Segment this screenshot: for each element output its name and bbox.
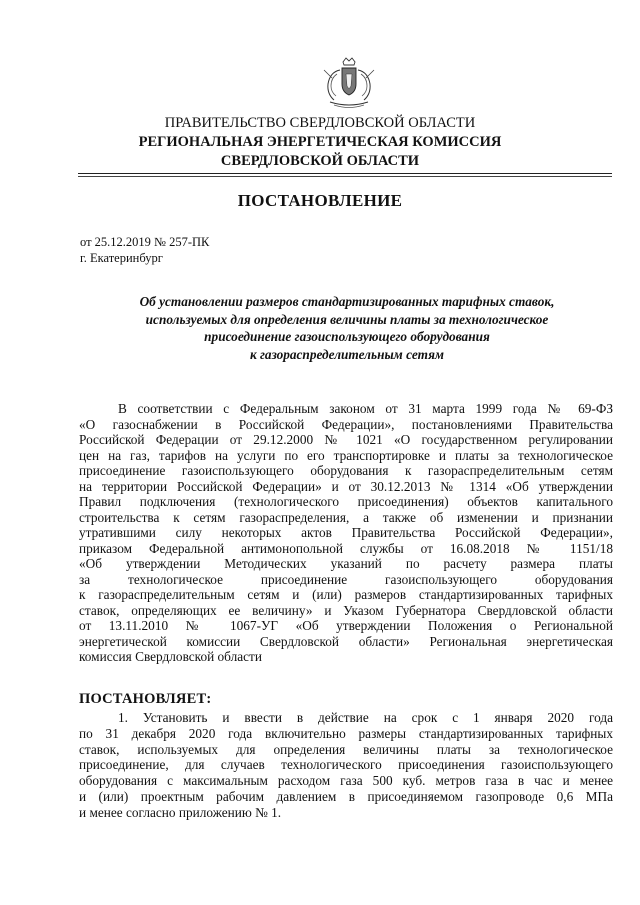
- item-line: и менее согласно приложению № 1.: [79, 804, 282, 820]
- header-divider-thin: [78, 176, 612, 177]
- header-divider-thick: [78, 173, 612, 174]
- preamble-line: В соответствии с Федеральным законом от 31 марта 1999 года № 69-ФЗ: [118, 401, 613, 416]
- item-line: оборудования с максимальным расходом газа 500 куб. метров газа в час и менее: [79, 773, 613, 789]
- item-line: ставок, используемых для определения величины платы за технологическое: [79, 741, 613, 757]
- item-line: и (или) проектным рабочим давлением в присоединяемом газопроводе 0,6 МПа: [79, 788, 613, 804]
- preamble-line: присоединение газоиспользующего оборудования к газораспределительным сетям: [79, 463, 613, 478]
- preamble-line: комиссия Свердловской области: [79, 649, 262, 664]
- header-region: СВЕРДЛОВСКОЙ ОБЛАСТИ: [220, 153, 420, 169]
- preamble-line: цен на газ, тарифов на услуги по его транспортировке и платы за технологическое: [79, 447, 613, 463]
- subject-line: к газораспределительным сетям: [249, 346, 445, 362]
- document-date-number: от 25.12.2019 № 257-ПК: [80, 235, 210, 249]
- item-line: 1. Установить и ввести в действие на срок с 1 января 2020 года: [118, 710, 613, 725]
- preamble-line: энергетической комиссии Свердловской области» Региональная энергетическая: [79, 633, 613, 649]
- item-line: по 31 декабря 2020 года включительно размеры стандартизированных тарифных: [79, 725, 613, 741]
- preamble-line: приказом Федеральной антимонопольной службы от 16.08.2018 № 1151/18: [79, 540, 613, 556]
- document-city: г. Екатеринбург: [80, 251, 163, 265]
- preamble-line: строительства к сетям газораспределения, а также об изменении и признании: [79, 509, 613, 525]
- preamble-line: Правил подключения (технологического присоединения) объектов капитального: [79, 494, 613, 509]
- preamble-paragraph: [79, 401, 613, 665]
- header-government: ПРАВИТЕЛЬСТВО СВЕРДЛОВСКОЙ ОБЛАСТИ: [164, 115, 476, 131]
- subject-line: присоединение газоиспользующего оборудования: [204, 329, 490, 344]
- preamble-line: «О газоснабжении в Российской Федерации», постановлениями Правительства: [79, 416, 613, 432]
- preamble-line: за технологическое присоединение газоиспользующего оборудования: [79, 571, 613, 587]
- preamble-line: «Об утверждении Методических указаний по расчету размера платы: [79, 556, 613, 571]
- subject-line: используемых для определения величины платы за технологическое: [145, 311, 549, 327]
- document-type-title: ПОСТАНОВЛЕНИЕ: [237, 191, 403, 210]
- decree-item-1: [79, 710, 613, 821]
- decree-word: ПОСТАНОВЛЯЕТ:: [79, 691, 212, 707]
- preamble-line: на территории Российской Федерации» и от 30.12.2013 № 1314 «Об утверждении: [79, 478, 613, 494]
- preamble-line: утратившими силу некоторых актов Правительства Российской Федерации»,: [79, 525, 613, 540]
- item-line: присоединение, для случаев технологического присоединения газоиспользующего: [79, 757, 613, 773]
- preamble-line: от 13.11.2010 № 1067-УГ «Об утверждении Положения о Региональной: [79, 618, 613, 633]
- preamble-line: к газораспределительным сетям и (или) размеров стандартизированных тарифных: [79, 587, 613, 602]
- preamble-line: ставок, определяющих ее величину» и Указом Губернатора Свердловской области: [79, 602, 613, 618]
- header-commission: РЕГИОНАЛЬНАЯ ЭНЕРГЕТИЧЕСКАЯ КОМИССИЯ: [138, 134, 502, 150]
- subject-line: Об установлении размеров стандартизированных тарифных ставок,: [139, 294, 555, 309]
- document-subject: [90, 293, 604, 363]
- coat-of-arms-icon: [318, 56, 380, 110]
- preamble-line: Российской Федерации от 29.12.2000 № 1021 «О государственном регулировании: [79, 432, 613, 447]
